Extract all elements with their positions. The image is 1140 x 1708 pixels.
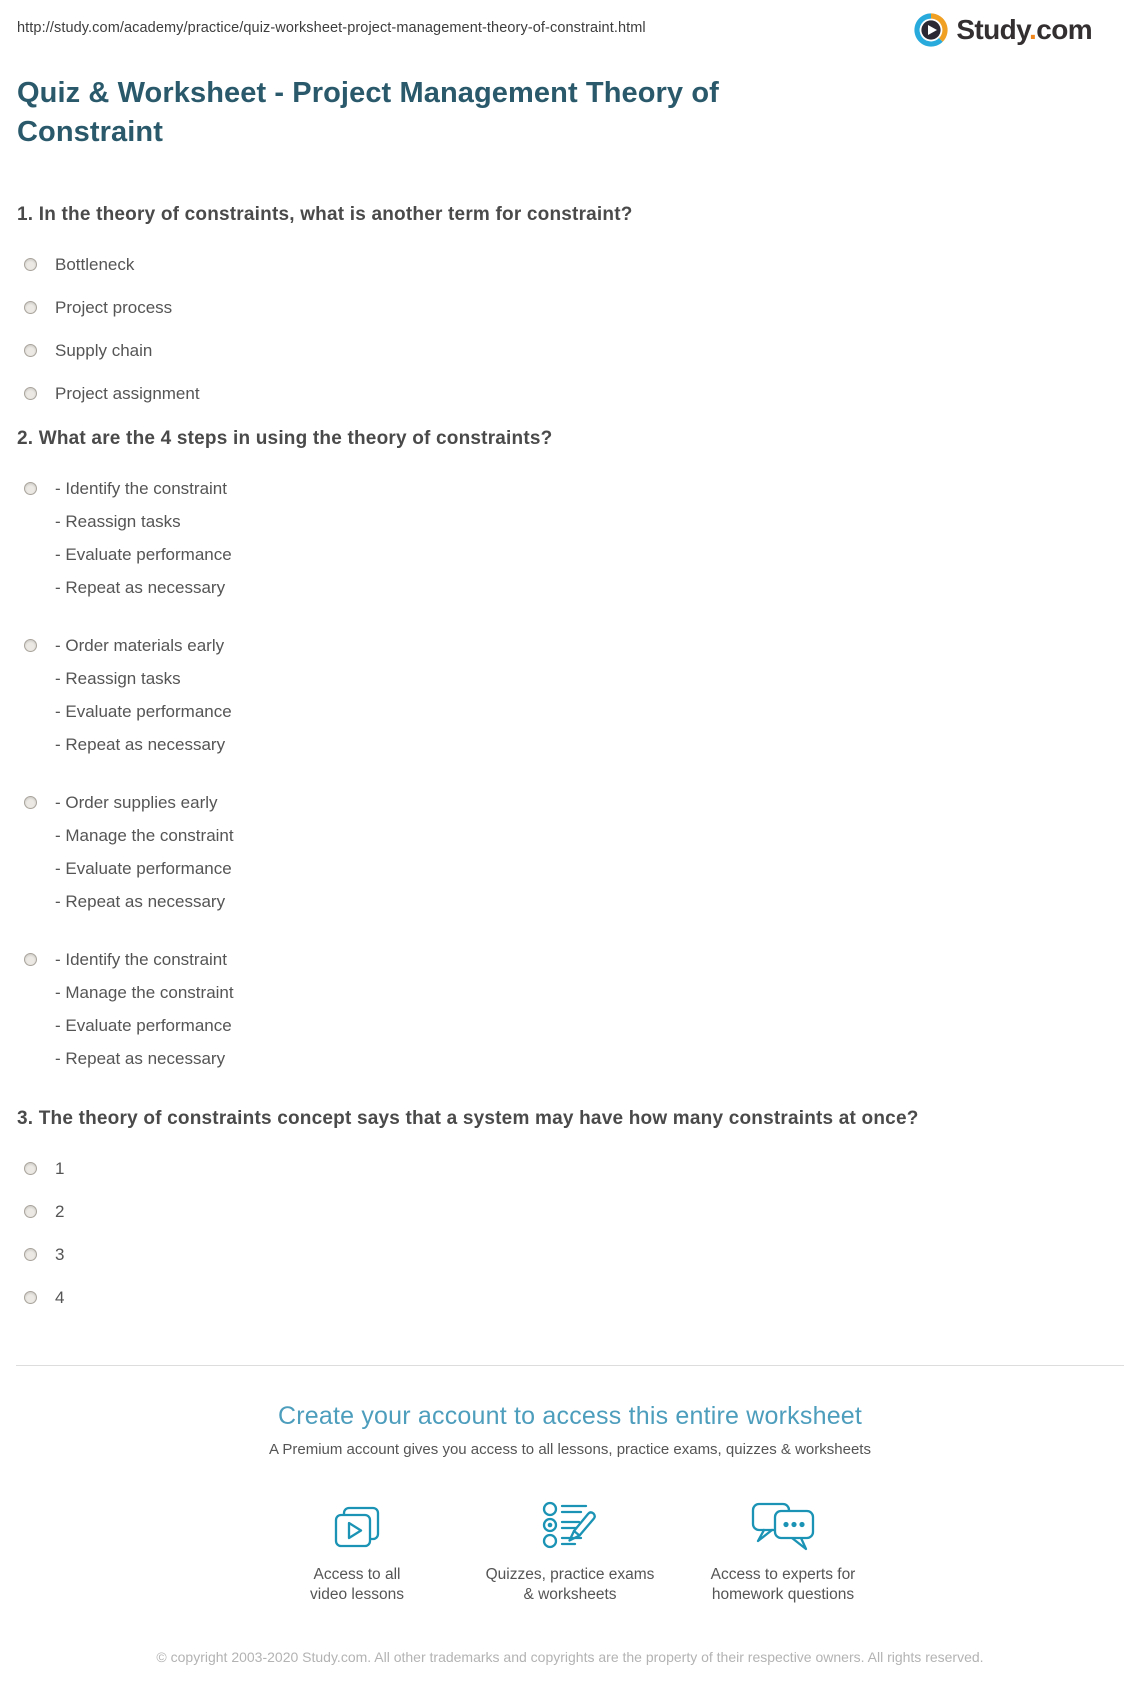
option-line: - Reassign tasks <box>55 669 181 688</box>
radio-button[interactable] <box>24 301 37 314</box>
option-line: - Reassign tasks <box>55 512 181 531</box>
feature-quizzes-worksheets <box>464 1488 677 1605</box>
radio-button[interactable] <box>24 1248 37 1261</box>
answer-option[interactable] <box>24 342 1123 360</box>
studycom-logo[interactable] <box>913 12 1092 48</box>
option-label: Supply chain <box>55 341 153 360</box>
radio-button[interactable] <box>24 258 37 271</box>
feature-label: Quizzes, practice exams & worksheets <box>485 1566 655 1603</box>
radio-button[interactable] <box>24 796 37 809</box>
option-line: - Evaluate performance <box>55 1016 232 1035</box>
question-1-text: 1. In the theory of constraints, what is another term for constraint? <box>17 204 633 225</box>
radio-button[interactable] <box>24 387 37 400</box>
option-line: - Order supplies early <box>55 793 218 812</box>
answer-option[interactable] <box>24 480 1123 597</box>
answer-option[interactable] <box>24 1289 1123 1307</box>
option-label: 2 <box>55 1202 65 1221</box>
feature-label: Access to all video lessons <box>310 1566 404 1603</box>
page-url: http://study.com/academy/practice/quiz-worksheet-project-management-theory-of-constraint.html <box>17 20 646 36</box>
question-2 <box>17 428 1123 1068</box>
feature-label: Access to experts for homework questions <box>710 1566 856 1603</box>
option-line: - Evaluate performance <box>55 545 232 564</box>
feature-video-lessons <box>251 1488 464 1605</box>
question-3 <box>17 1108 1123 1307</box>
cta-heading: Create your account to access this entire worksheet <box>277 1402 863 1430</box>
option-line: - Identify the constraint <box>55 479 227 498</box>
answer-option[interactable] <box>24 1203 1123 1221</box>
option-label: Project assignment <box>55 384 200 403</box>
answer-option[interactable] <box>24 637 1123 754</box>
option-line: - Repeat as necessary <box>55 578 226 597</box>
radio-button[interactable] <box>24 1205 37 1218</box>
page-title: Quiz & Worksheet - Project Management Theory of Constraint <box>17 77 719 148</box>
feature-expert-help <box>677 1488 890 1605</box>
question-3-text: 3. The theory of constraints concept says that a system may have how many constraints at once? <box>17 1108 919 1129</box>
radio-button[interactable] <box>24 482 37 495</box>
studycom-logo-text: Study.com <box>956 14 1092 45</box>
answer-option[interactable] <box>24 794 1123 911</box>
option-line: - Manage the constraint <box>55 983 234 1002</box>
answer-option[interactable] <box>24 1160 1123 1178</box>
option-label: 1 <box>55 1159 65 1178</box>
radio-button[interactable] <box>24 639 37 652</box>
cta-subheading: A Premium account gives you access to all lessons, practice exams, quizzes & worksheets <box>269 1441 871 1458</box>
option-line: - Manage the constraint <box>55 826 234 845</box>
cta-section <box>0 1402 1140 1605</box>
option-line: - Repeat as necessary <box>55 1049 226 1068</box>
radio-button[interactable] <box>24 953 37 966</box>
copyright-notice: © copyright 2003-2020 Study.com. All other trademarks and copyrights are the property of their respective owners. All rights reserved. <box>156 1649 984 1665</box>
answer-option[interactable] <box>24 299 1123 317</box>
option-line: - Order materials early <box>55 636 225 655</box>
option-label: 3 <box>55 1245 65 1264</box>
logo-dot: . <box>1029 14 1037 45</box>
video-lessons-icon <box>251 1488 464 1552</box>
answer-option[interactable] <box>24 1246 1123 1264</box>
answer-option[interactable] <box>24 951 1123 1068</box>
quizzes-worksheets-icon <box>464 1488 677 1552</box>
feature-list <box>0 1488 1140 1605</box>
option-label: Project process <box>55 298 173 317</box>
option-line: - Identify the constraint <box>55 950 227 969</box>
studycom-logo-icon <box>913 12 949 48</box>
radio-button[interactable] <box>24 1162 37 1175</box>
radio-button[interactable] <box>24 1291 37 1304</box>
section-divider <box>16 1365 1124 1366</box>
answer-option[interactable] <box>24 385 1123 403</box>
answer-option[interactable] <box>24 256 1123 274</box>
option-label: Bottleneck <box>55 255 135 274</box>
radio-button[interactable] <box>24 344 37 357</box>
option-line: - Repeat as necessary <box>55 892 226 911</box>
option-line: - Repeat as necessary <box>55 735 226 754</box>
question-1 <box>17 204 1123 403</box>
quiz-questions <box>17 204 1123 1307</box>
question-2-text: 2. What are the 4 steps in using the theory of constraints? <box>17 428 553 449</box>
option-line: - Evaluate performance <box>55 702 232 721</box>
option-label: 4 <box>55 1288 65 1307</box>
header <box>0 0 1140 48</box>
option-line: - Evaluate performance <box>55 859 232 878</box>
experts-chat-icon <box>677 1488 890 1552</box>
